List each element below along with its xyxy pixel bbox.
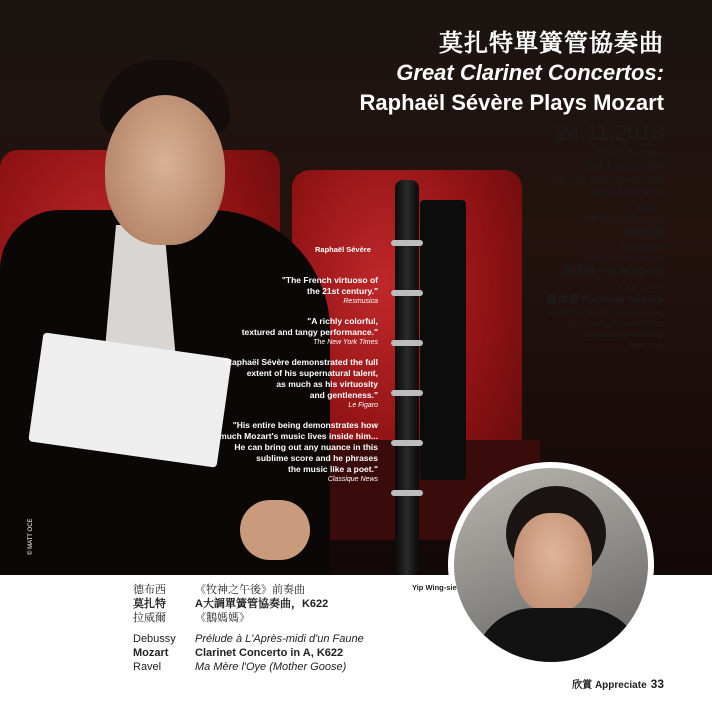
event-day-time: 星期六 Sat 8pm (593, 149, 664, 160)
press-quote (200, 420, 378, 485)
prize-line: International Auditions, (583, 330, 664, 339)
program-list (133, 583, 364, 674)
quote-text: "The French virtuoso of (281, 275, 378, 285)
quote-source: Classique News (327, 476, 378, 483)
quote-text: "Raphaël Sévère demonstrated the full (221, 357, 378, 367)
title-chinese: 莫扎特單簧管協奏曲 (439, 30, 664, 57)
press-quotes (200, 275, 378, 494)
composer-name: 莫扎特 (133, 598, 166, 610)
press-quote (200, 316, 378, 348)
conductor-photo-frame (448, 462, 654, 668)
clarinet-key (391, 440, 423, 446)
work-title-part: L'Après-midi d'un Faune (245, 633, 364, 645)
work-title (195, 632, 364, 646)
clarinet-key (391, 240, 423, 246)
conductor-role-en: Music Director/Conductor (585, 255, 664, 262)
ticket-prices: $420 $320 $200 (591, 188, 664, 199)
event-date: 24.11.2018 (555, 120, 664, 145)
quote-source: The New York Times (313, 339, 378, 346)
title-english-series: Great Clarinet Concertos: (396, 60, 664, 85)
soloist-role: 單簧管 Clarinet (616, 284, 664, 291)
soloist-face (105, 95, 225, 245)
quote-text: the 21st century." (307, 286, 378, 296)
quote-source: Resmusica (343, 298, 378, 305)
composer-name: 德布西 (133, 584, 166, 596)
program-row (133, 597, 364, 611)
conductor-face (514, 513, 592, 613)
quote-text: much Mozart's music lives inside him... (219, 431, 378, 441)
program-row (133, 583, 364, 597)
quote-text: textured and tangy performance." (241, 327, 378, 337)
conductor-photo-label: Yip Wing-sie (412, 583, 457, 592)
quote-text: extent of his supernatural talent, (246, 368, 378, 378)
title-english-main: Raphaël Sévère Plays Mozart (359, 90, 664, 115)
quote-text: He can bring out any nuance in this (234, 442, 378, 452)
boxoffice-date: 22.9.2018 (623, 227, 664, 237)
page-number: 33 (650, 677, 664, 691)
work-title: 《鵝媽媽》 (195, 612, 250, 624)
program-row (133, 611, 364, 625)
clarinet-strap (420, 200, 466, 480)
press-quote (200, 275, 378, 307)
work-title: Clarinet Concerto in A, K622 (195, 647, 344, 659)
quote-text: and gentleness." (309, 390, 378, 400)
venue-chinese: 香港大會堂音樂廳 (584, 162, 664, 173)
boxoffice-label-en: URBTIX Box Office opens: (581, 216, 664, 223)
clarinet-key (391, 340, 423, 346)
clarinet-key (391, 390, 423, 396)
quote-text: sublime score and he phrases (256, 453, 378, 463)
conductor-jacket (474, 608, 644, 662)
concert-title (360, 30, 664, 118)
soloist-name: 塞韋爾 Raphaël Sévère (546, 294, 664, 306)
quote-text: the music like a poet." (287, 464, 378, 474)
quote-text: "His entire being demonstrates how (232, 420, 378, 430)
program-row (133, 660, 364, 674)
work-title: 《牧神之午後》前奏曲 (195, 584, 305, 596)
program-row (133, 632, 364, 646)
prize-line: • 1st Prize & eight special prizes, (547, 308, 664, 317)
page-footer (572, 676, 664, 691)
program-row (133, 646, 364, 660)
quote-text: "A richly colorful, (307, 316, 378, 326)
work-title-part: Prélude à (195, 633, 246, 645)
conductor-name: 葉詠詩 Yip Wing-sie (562, 265, 664, 277)
clarinet-key (391, 290, 423, 296)
work-title: A大調單簧管協奏曲，K622 (195, 598, 329, 610)
composer-name: Ravel (133, 661, 162, 673)
work-title: Ma Mère l'Oye (Mother Goose) (195, 661, 347, 673)
clarinet-key (391, 490, 423, 496)
composer-name: Mozart (133, 647, 169, 659)
boxoffice-label-cn: 票房售票 (636, 206, 664, 213)
quote-source: Le Figaro (348, 402, 378, 409)
venue-english: HK City Hall Concert Hall (552, 175, 664, 186)
photo-copyright: © MATT OCE (28, 518, 34, 555)
composer-name: Debussy (133, 633, 176, 645)
soloist-hand (240, 500, 310, 560)
prize-line: 2013 Young Concert Artists (567, 319, 664, 328)
conductor-photo (454, 468, 648, 662)
prize-line: New York (630, 341, 664, 350)
event-info (546, 118, 664, 351)
section-label: 欣賞 Appreciate (572, 680, 647, 691)
press-quote (200, 357, 378, 411)
conductor-role-cn: 音樂總監/指揮 (620, 245, 664, 252)
quote-text: as much as his virtuosity (276, 379, 378, 389)
composer-name: 拉威爾 (133, 612, 166, 624)
photo-credit: Raphaël Sévère (315, 245, 371, 254)
clarinet (395, 180, 419, 575)
